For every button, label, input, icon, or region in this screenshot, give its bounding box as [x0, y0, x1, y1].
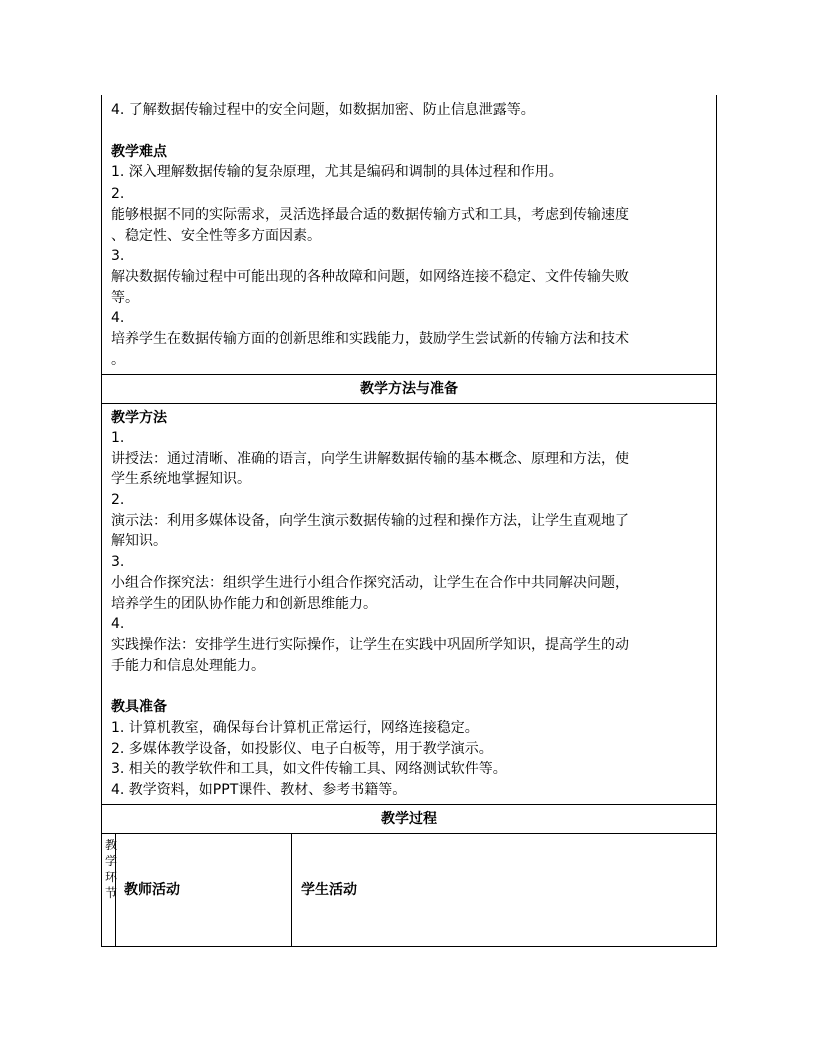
methods-section-title: 教学方法与准备 [360, 381, 458, 397]
section-divider [102, 833, 716, 834]
difficulty-line: 等。 [111, 290, 139, 306]
difficulty-line: 3. [111, 248, 125, 264]
method-line: 小组合作探究法：组织学生进行小组合作探究活动，让学生在合作中共同解决问题， [111, 575, 629, 591]
prep-line: 2. 多媒体教学设备，如投影仪、电子白板等，用于教学演示。 [111, 741, 493, 757]
difficulty-line: 。 [111, 352, 125, 368]
difficulty-line: 4. [111, 310, 125, 326]
prep-line: 4. 教学资料，如PPT课件、教材、参考书籍等。 [111, 782, 407, 798]
method-line: 学生系统地掌握知识。 [111, 471, 251, 487]
difficulty-line: 解决数据传输过程中可能出现的各种故障和问题，如网络连接不稳定、文件传输失败 [111, 269, 629, 285]
method-line: 3. [111, 554, 125, 570]
prep-line: 3. 相关的教学软件和工具，如文件传输工具、网络测试软件等。 [111, 761, 507, 777]
section-divider [102, 403, 716, 404]
method-line: 1. [111, 430, 125, 446]
difficulties-heading: 教学难点 [111, 144, 167, 160]
method-line: 解知识。 [111, 533, 167, 549]
method-line: 实践操作法：安排学生进行实际操作，让学生在实践中巩固所学知识，提高学生的动 [111, 637, 629, 653]
section-divider [102, 374, 716, 375]
section-divider [102, 804, 716, 805]
process-section-title: 教学过程 [381, 811, 437, 827]
method-line: 演示法：利用多媒体设备，向学生演示数据传输的过程和操作方法，让学生直观地了 [111, 513, 629, 529]
column-divider [115, 833, 116, 946]
lesson-plan-table [101, 95, 717, 947]
method-line: 4. [111, 616, 125, 632]
method-line: 手能力和信息处理能力。 [111, 658, 265, 674]
method-line: 2. [111, 492, 125, 508]
column-divider [291, 833, 292, 946]
difficulty-line: 培养学生在数据传输方面的创新思维和实践能力，鼓励学生尝试新的传输方法和技术 [111, 331, 629, 347]
difficulty-line: 2. [111, 186, 125, 202]
student-activity-header: 学生活动 [301, 882, 357, 898]
method-line: 培养学生的团队协作能力和创新思维能力。 [111, 596, 377, 612]
difficulty-line: 、稳定性、安全性等多方面因素。 [111, 228, 321, 244]
difficulty-line: 能够根据不同的实际需求，灵活选择最合适的数据传输方式和工具，考虑到传输速度 [111, 207, 629, 223]
method-line: 讲授法：通过清晰、准确的语言，向学生讲解数据传输的基本概念、原理和方法，使 [111, 451, 629, 467]
prep-heading: 教具准备 [111, 699, 167, 715]
teacher-activity-header: 教师活动 [124, 882, 180, 898]
clipped-column-fragment: 教学环节 [105, 838, 118, 900]
prep-line: 1. 计算机教室，确保每台计算机正常运行，网络连接稳定。 [111, 720, 479, 736]
objective-item-4: 4. 了解数据传输过程中的安全问题，如数据加密、防止信息泄露等。 [111, 102, 535, 118]
difficulty-line: 1. 深入理解数据传输的复杂原理，尤其是编码和调制的具体过程和作用。 [111, 164, 563, 180]
methods-heading: 教学方法 [111, 410, 167, 426]
